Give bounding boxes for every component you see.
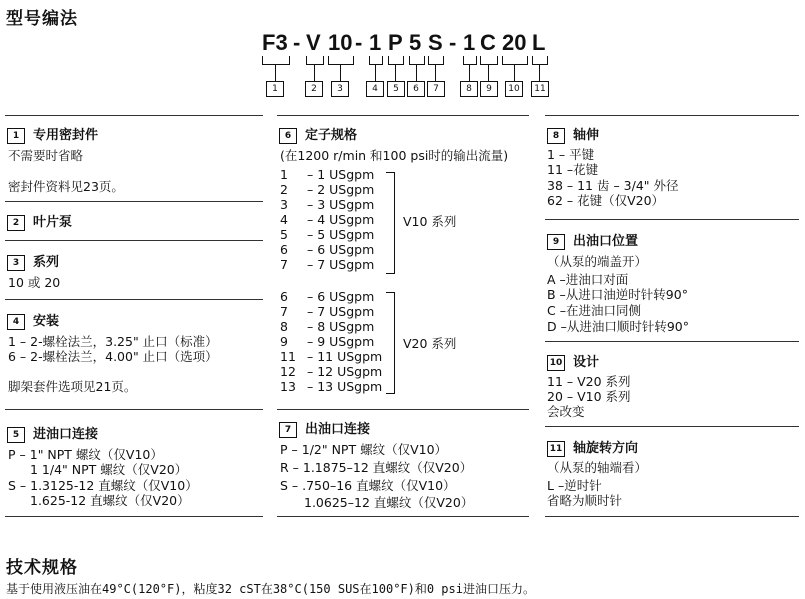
code-stem xyxy=(488,64,489,81)
rating-flow: – 7 USgpm xyxy=(307,257,375,272)
code-segment: F3 xyxy=(262,30,288,55)
text-line: 62 – 花键（仅V20） xyxy=(547,193,665,208)
divider xyxy=(545,219,799,220)
text-line: 1.625-12 直螺纹（仅V20） xyxy=(30,493,190,508)
divider xyxy=(277,516,529,517)
section-3-heading xyxy=(7,251,59,271)
position-box: 11 xyxy=(531,81,549,97)
text-line: 11 –花键 xyxy=(547,162,599,177)
section-6-heading xyxy=(279,124,357,144)
divider xyxy=(5,409,263,410)
text-line: （从泵的端盖开） xyxy=(547,254,648,269)
divider xyxy=(277,409,529,410)
text-line: 会改变 xyxy=(547,404,585,419)
code-stem xyxy=(469,64,470,81)
section-number: 11 xyxy=(547,441,565,457)
position-box: 5 xyxy=(387,81,405,97)
section-5-heading xyxy=(7,423,98,443)
code-bracket xyxy=(388,56,404,65)
code-bracket xyxy=(328,56,354,65)
rating-flow: – 2 USgpm xyxy=(307,182,375,197)
rating-code: 2 xyxy=(280,182,288,197)
code-segment: S xyxy=(428,30,443,55)
divider xyxy=(545,115,799,116)
section-title: 出油口连接 xyxy=(305,422,371,437)
code-stem xyxy=(314,64,315,81)
position-box: 8 xyxy=(460,81,478,97)
section-title: 安装 xyxy=(33,314,60,329)
rating-code: 7 xyxy=(280,257,288,272)
text-line: 1 1/4" NPT 螺纹（仅V20） xyxy=(30,462,188,477)
code-bracket xyxy=(262,56,290,65)
divider xyxy=(5,516,263,517)
position-box: 6 xyxy=(407,81,425,97)
text-line: D –从进油口顺时针转90° xyxy=(547,319,690,334)
v20-label: V20 系列 xyxy=(403,336,457,351)
section-title: 设计 xyxy=(573,355,600,370)
rating-flow: – 11 USgpm xyxy=(307,349,383,364)
text-line: 1 – 平键 xyxy=(547,147,595,162)
section-10-heading xyxy=(547,351,599,371)
code-segment: C xyxy=(480,30,496,55)
section-number: 3 xyxy=(7,255,25,271)
section-number: 9 xyxy=(547,234,565,250)
code-segment: V xyxy=(306,30,321,55)
section-number: 1 xyxy=(7,128,25,144)
position-box: 3 xyxy=(331,81,349,97)
section-4-heading xyxy=(7,310,59,330)
divider xyxy=(277,115,529,116)
text-line: P – 1/2" NPT 螺纹（仅V10） xyxy=(280,442,448,457)
text-line: 脚架套件选项见21页。 xyxy=(8,379,137,394)
text-line: A –进油口对面 xyxy=(547,272,629,287)
divider xyxy=(545,426,799,427)
code-segment: 5 xyxy=(409,30,422,55)
section-number: 5 xyxy=(7,427,25,443)
text-line: L –逆时针 xyxy=(547,478,602,493)
rating-flow: – 7 USgpm xyxy=(307,304,375,319)
rating-code: 1 xyxy=(280,167,288,182)
code-stem xyxy=(514,64,515,81)
page-title: 型号编法 xyxy=(6,9,78,29)
code-stem xyxy=(435,64,436,81)
position-box: 7 xyxy=(427,81,445,97)
rating-code: 5 xyxy=(280,227,288,242)
code-stem xyxy=(416,64,417,81)
section-title: 系列 xyxy=(33,255,60,270)
code-bracket xyxy=(502,56,528,65)
rating-code: 4 xyxy=(280,212,288,227)
text-line: 省略为顺时针 xyxy=(547,493,623,508)
code-bracket xyxy=(428,56,444,65)
section-title: 叶片泵 xyxy=(33,215,73,230)
rating-code: 8 xyxy=(280,319,288,334)
code-segment: - xyxy=(449,30,457,55)
rating-flow: – 3 USgpm xyxy=(307,197,375,212)
position-box: 2 xyxy=(305,81,323,97)
rating-flow: – 9 USgpm xyxy=(307,334,375,349)
position-box: 10 xyxy=(505,81,523,97)
text-line: S – 1.3125-12 直螺纹（仅V10） xyxy=(8,478,198,493)
text-line: 38 – 11 齿 – 3/4" 外径 xyxy=(547,178,679,193)
rating-code: 13 xyxy=(280,379,296,394)
code-bracket xyxy=(532,56,548,65)
text-line: （从泵的轴端看） xyxy=(547,460,648,475)
code-segment: 1 xyxy=(369,30,382,55)
code-segment: - xyxy=(355,30,363,55)
text-line: 6 – 2-螺栓法兰，4.00" 止口（选项） xyxy=(8,349,218,364)
rating-flow: – 6 USgpm xyxy=(307,289,375,304)
code-bracket xyxy=(306,56,324,65)
section-7-heading xyxy=(279,418,370,438)
text-line: 1 – 2-螺栓法兰，3.25" 止口（标准） xyxy=(8,334,218,349)
section-1-heading xyxy=(7,124,98,144)
rating-flow: – 8 USgpm xyxy=(307,319,375,334)
rating-code: 7 xyxy=(280,304,288,319)
divider xyxy=(545,516,799,517)
code-stem xyxy=(275,64,276,81)
divider xyxy=(5,201,263,202)
section-title: 轴伸 xyxy=(573,128,600,143)
text-line: R – 1.1875–12 直螺纹（仅V20） xyxy=(280,460,473,475)
rating-code: 6 xyxy=(280,289,288,304)
code-segment: 10 xyxy=(328,30,353,55)
code-bracket xyxy=(409,56,425,65)
tech-text: 基于使用液压油在49°C(120°F)，粘度32 cST在38°C(150 SUS在100°F)和0 psi进油口压力。 xyxy=(6,582,535,596)
code-stem xyxy=(395,64,396,81)
v10-brace xyxy=(386,172,395,274)
rating-code: 6 xyxy=(280,242,288,257)
rating-flow: – 5 USgpm xyxy=(307,227,375,242)
code-segment: P xyxy=(388,30,403,55)
rating-flow: – 12 USgpm xyxy=(307,364,383,379)
rating-code: 11 xyxy=(280,349,296,364)
code-stem xyxy=(375,64,376,81)
position-box: 9 xyxy=(480,81,498,97)
section-title: 进油口连接 xyxy=(33,427,99,442)
text-line: S – .750–16 直螺纹（仅V10） xyxy=(280,478,456,493)
section-number: 6 xyxy=(279,128,297,144)
text-line: 不需要时省略 xyxy=(8,148,84,163)
divider xyxy=(5,299,263,300)
code-segment: 20 xyxy=(502,30,527,55)
text-line: C –在进油口同侧 xyxy=(547,303,641,318)
code-segment: L xyxy=(532,30,546,55)
section-9-heading xyxy=(547,230,638,250)
code-segment: - xyxy=(293,30,301,55)
code-bracket xyxy=(369,56,383,65)
subtitle: (在1200 r/min 和100 psi时的输出流量) xyxy=(280,148,509,163)
divider xyxy=(5,115,263,116)
code-bracket xyxy=(463,56,477,65)
rating-flow: – 13 USgpm xyxy=(307,379,383,394)
section-number: 2 xyxy=(7,215,25,231)
text-line: 11 – V20 系列 xyxy=(547,374,631,389)
code-stem xyxy=(539,64,540,81)
divider xyxy=(5,240,263,241)
section-2-heading xyxy=(7,211,72,231)
code-segment: 1 xyxy=(463,30,476,55)
section-title: 专用密封件 xyxy=(33,128,99,143)
text-line: B –从进口油逆时针转90° xyxy=(547,287,688,302)
rating-code: 9 xyxy=(280,334,288,349)
rating-flow: – 1 USgpm xyxy=(307,167,375,182)
section-11-heading xyxy=(547,437,638,457)
code-stem xyxy=(340,64,341,81)
position-box: 1 xyxy=(266,81,284,97)
rating-code: 12 xyxy=(280,364,296,379)
rating-flow: – 6 USgpm xyxy=(307,242,375,257)
rating-code: 3 xyxy=(280,197,288,212)
position-box: 4 xyxy=(366,81,384,97)
v20-brace xyxy=(386,292,395,394)
v10-label: V10 系列 xyxy=(403,214,457,229)
text-line: 10 或 20 xyxy=(8,275,61,290)
section-title: 出油口位置 xyxy=(573,234,639,249)
text-line: 1.0625–12 直螺纹（仅V20） xyxy=(304,495,474,510)
code-bracket xyxy=(480,56,498,65)
text-line: 20 – V10 系列 xyxy=(547,389,631,404)
section-number: 8 xyxy=(547,128,565,144)
section-8-heading xyxy=(547,124,599,144)
text-line: 密封件资料见23页。 xyxy=(8,179,124,194)
section-number: 7 xyxy=(279,422,297,438)
divider xyxy=(545,341,799,342)
section-number: 10 xyxy=(547,355,565,371)
section-number: 4 xyxy=(7,314,25,330)
rating-flow: – 4 USgpm xyxy=(307,212,375,227)
section-title: 定子规格 xyxy=(305,128,358,143)
section-title: 轴旋转方向 xyxy=(573,441,639,456)
text-line: P – 1" NPT 螺纹（仅V10） xyxy=(8,447,163,462)
tech-title: 技术规格 xyxy=(6,558,78,578)
